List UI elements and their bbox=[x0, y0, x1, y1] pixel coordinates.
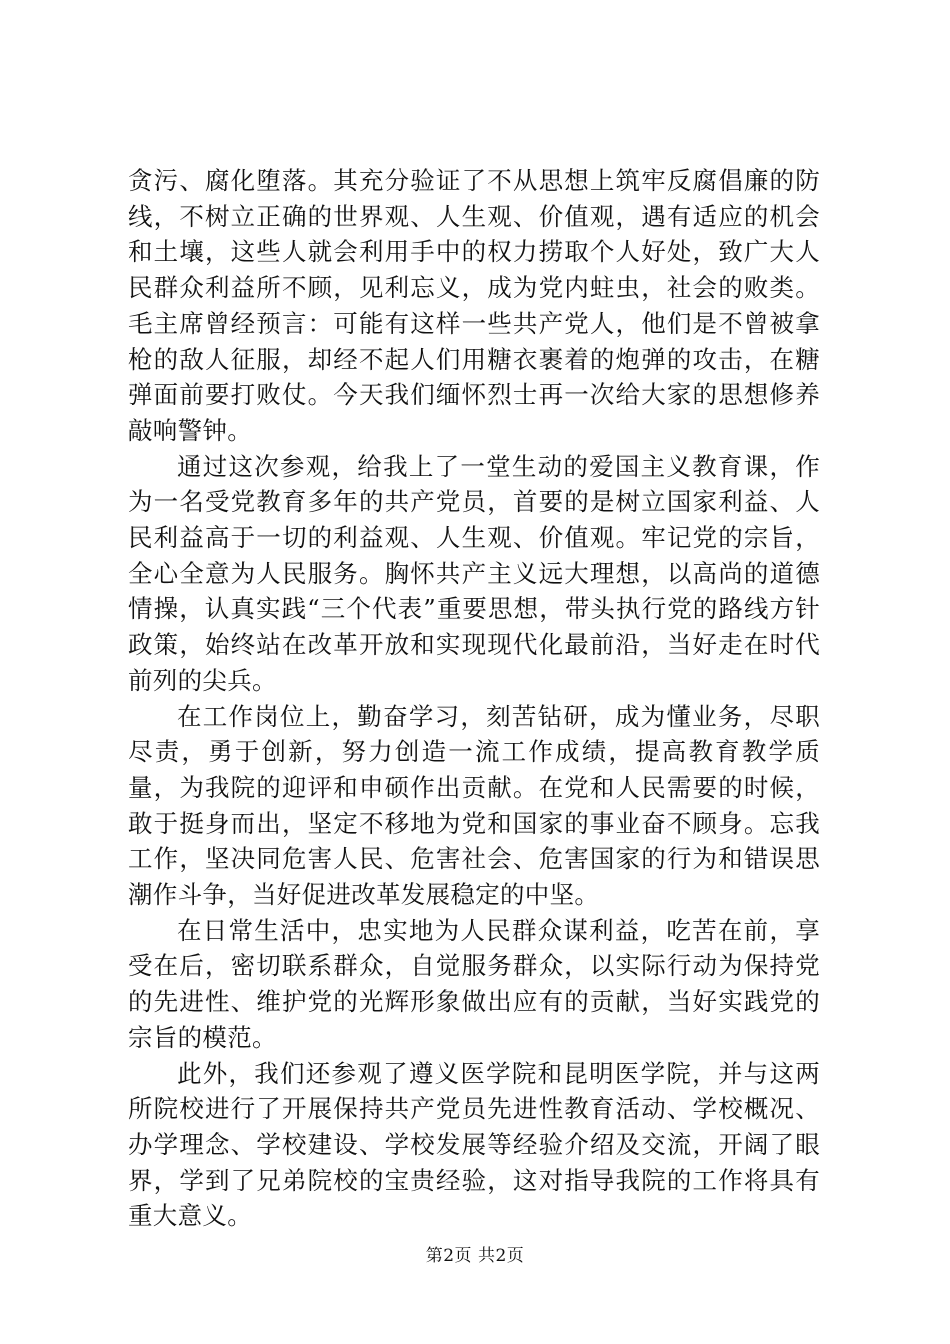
paragraph-2: 通过这次参观，给我上了一堂生动的爱国主义教育课，作为一名受党教育多年的共产党员，首要的是树立国家利益、人民利益高于一切的利益观、人生观、价值观。牢记党的宗旨，全心全意为人民服务。胸怀共产主义远大理想，以高尚的道德情操，认真实践“三个代表”重要思想，带头执行党的路线方针政策，始终站在改革开放和实现现代化最前沿，当好走在时代前列的尖兵。 bbox=[128, 451, 820, 695]
paragraph-4: 在日常生活中，忠实地为人民群众谋利益，吃苦在前，享受在后，密切联系群众，自觉服务群众，以实际行动为保持党的先进性、维护党的光辉形象做出应有的贡献，当好实践党的宗旨的模范。 bbox=[128, 915, 820, 1052]
paragraph-3: 在工作岗位上，勤奋学习，刻苦钻研，成为懂业务，尽职尽责，勇于创新，努力创造一流工作成绩，提高教育教学质量，为我院的迎评和申硕作出贡献。在党和人民需要的时候，敢于挺身而出，坚定不移地为党和国家的事业奋不顾身。忘我工作，坚决同危害人民、危害社会、危害国家的行为和错误思潮作斗争，当好促进改革发展稳定的中坚。 bbox=[128, 701, 820, 910]
paragraph-5: 此外，我们还参观了遵义医学院和昆明医学院，并与这两所院校进行了开展保持共产党员先进性教育活动、学校概况、办学理念、学校建设、学校发展等经验介绍及交流，开阔了眼界，学到了兄弟院校的宝贵经验，这对指导我院的工作将具有重大意义。 bbox=[128, 1058, 820, 1231]
paragraph-1: 贪污、腐化堕落。其充分验证了不从思想上筑牢反腐倡廉的防线，不树立正确的世界观、人生观、价值观，遇有适应的机会和土壤，这些人就会利用手中的权力捞取个人好处，致广大人民群众利益所不顾，见利忘义，成为党内蛀虫，社会的败类。毛主席曾经预言：可能有这样一些共产党人，他们是不曾被拿枪的敌人征服，却经不起人们用糖衣裹着的炮弹的攻击，在糖弹面前要打败仗。今天我们缅怀烈士再一次给大家的思想修养敲响警钟。 bbox=[128, 166, 820, 445]
page-number-footer: 第2页 共2页 bbox=[425, 1246, 525, 1266]
body-text bbox=[128, 163, 820, 1234]
